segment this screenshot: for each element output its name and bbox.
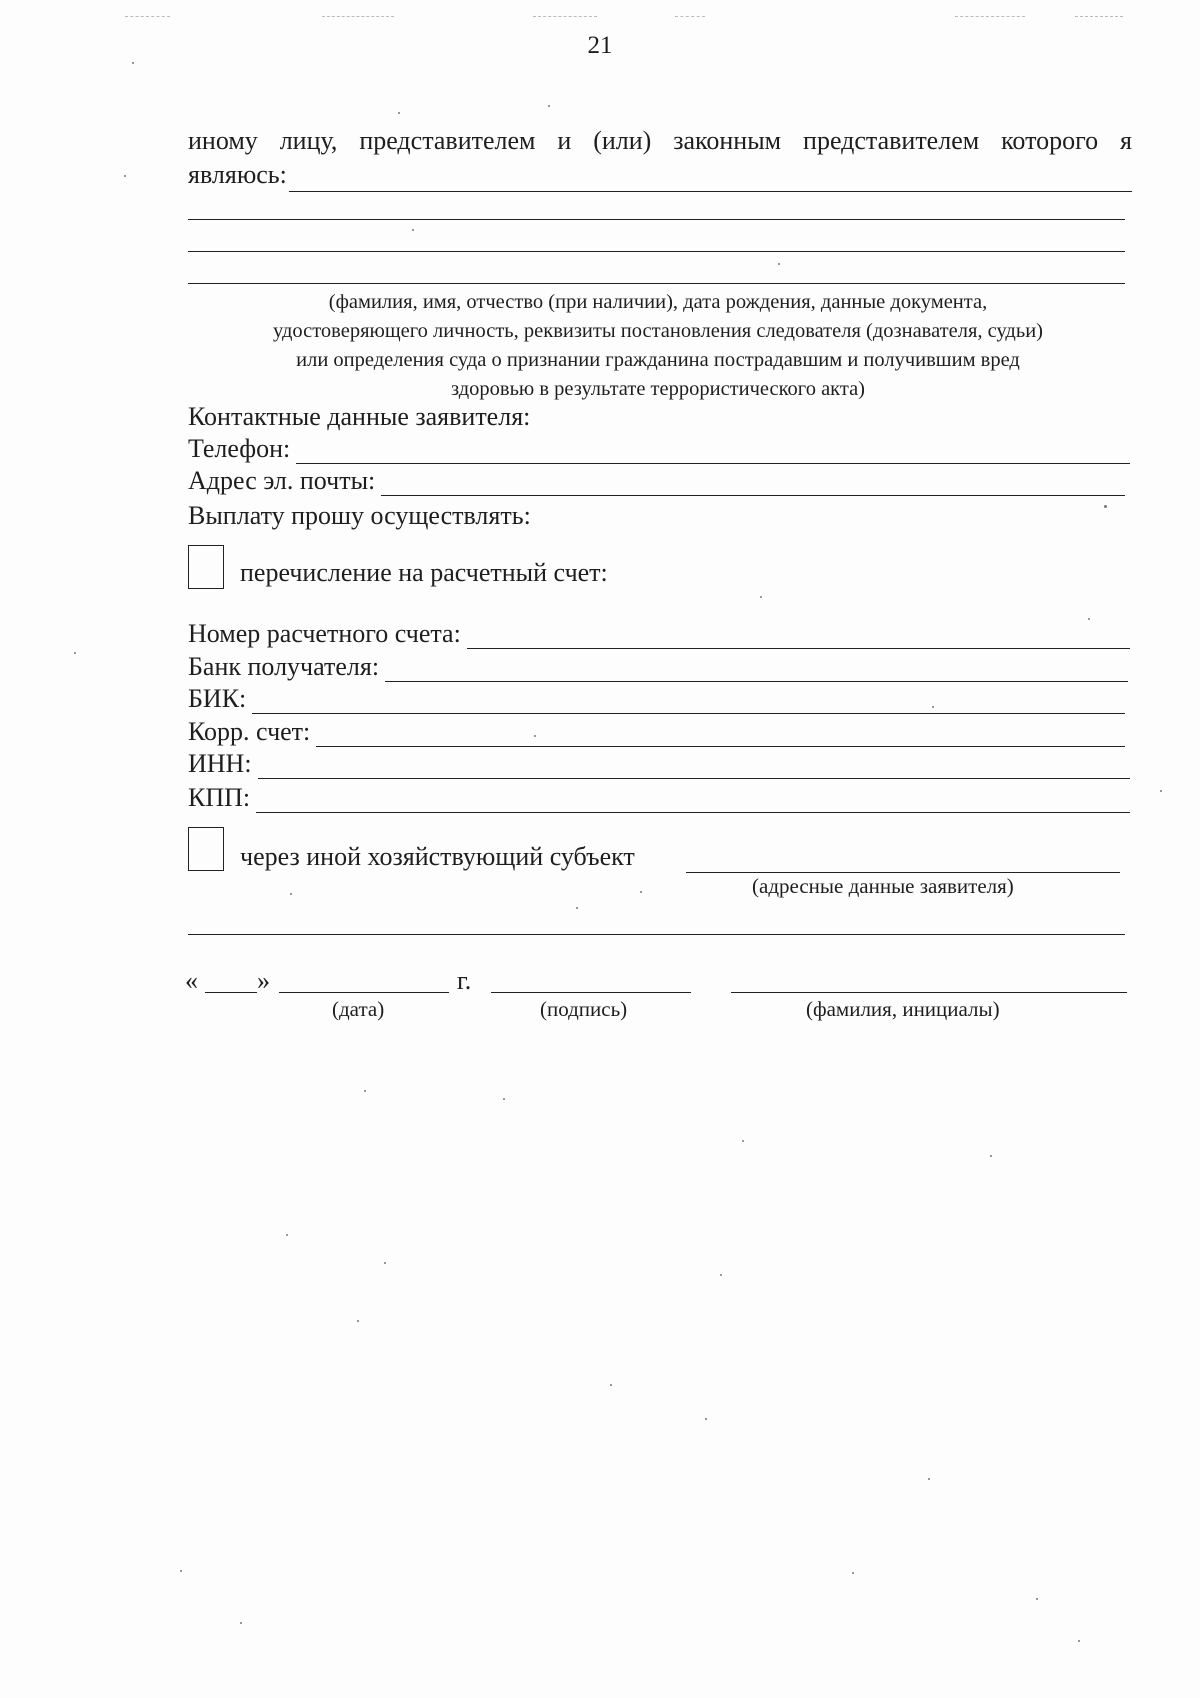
bank-label: Банк получателя: bbox=[188, 652, 380, 681]
scan-speck bbox=[74, 652, 76, 654]
representative-field[interactable] bbox=[289, 164, 1132, 192]
corr-account-row bbox=[188, 715, 1125, 747]
email-label: Адрес эл. почты: bbox=[188, 466, 376, 495]
other-entity-checkbox[interactable] bbox=[188, 827, 224, 871]
scan-speck bbox=[412, 229, 414, 231]
intro-word: и bbox=[557, 126, 572, 155]
scan-speck bbox=[364, 1090, 366, 1092]
intro-word: законным bbox=[673, 126, 782, 155]
date-open-quote: « bbox=[185, 966, 198, 995]
phone-field[interactable] bbox=[296, 438, 1130, 464]
bank-row bbox=[188, 650, 1128, 682]
phone-label: Телефон: bbox=[188, 434, 291, 463]
payment-heading: Выплату прошу осуществлять: bbox=[188, 501, 531, 530]
kpp-row bbox=[188, 781, 1130, 813]
scan-speck bbox=[132, 62, 134, 64]
date-field[interactable] bbox=[279, 992, 449, 993]
scan-speck bbox=[290, 893, 292, 895]
scan-speck bbox=[990, 1155, 992, 1157]
scan-speck bbox=[548, 105, 550, 107]
account-number-label: Номер расчетного счета: bbox=[188, 619, 461, 648]
inn-row bbox=[188, 747, 1130, 779]
bik-field[interactable] bbox=[252, 688, 1125, 714]
account-number-field[interactable] bbox=[467, 623, 1130, 649]
bank-field[interactable] bbox=[385, 656, 1128, 682]
date-close-quote: » bbox=[257, 966, 270, 995]
scan-speck bbox=[778, 263, 780, 265]
scan-speck bbox=[576, 907, 578, 909]
scan-artifact bbox=[533, 16, 597, 17]
date-caption: (дата) bbox=[332, 997, 385, 1021]
scan-speck bbox=[640, 891, 642, 893]
scan-speck bbox=[932, 706, 934, 708]
representative-field-line[interactable] bbox=[188, 283, 1125, 284]
scan-artifact bbox=[955, 16, 1025, 17]
kpp-label: КПП: bbox=[188, 783, 251, 812]
intro-word: я bbox=[1120, 126, 1132, 155]
scan-speck bbox=[384, 1262, 386, 1264]
page-number: 21 bbox=[587, 32, 613, 59]
scan-artifact bbox=[1075, 16, 1123, 17]
bik-row bbox=[188, 682, 1125, 714]
scan-speck bbox=[1036, 1598, 1038, 1600]
person-hint-line: удостоверяющего личность, реквизиты постановления следователя (дознавателя, судьи) bbox=[272, 320, 1043, 342]
account-number-row bbox=[188, 617, 1130, 649]
scan-speck bbox=[852, 1572, 854, 1574]
representative-field-line[interactable] bbox=[188, 251, 1125, 252]
scan-speck bbox=[1088, 618, 1090, 620]
contacts-heading: Контактные данные заявителя: bbox=[188, 402, 531, 431]
account-transfer-checkbox[interactable] bbox=[188, 545, 224, 589]
phone-row bbox=[188, 432, 1130, 464]
inn-label: ИНН: bbox=[188, 749, 252, 778]
scan-speck bbox=[357, 1320, 359, 1322]
person-hint-line: (фамилия, имя, отчество (при наличии), дата рождения, данные документа, bbox=[328, 291, 988, 313]
kpp-field[interactable] bbox=[256, 787, 1130, 813]
scan-speck bbox=[240, 1622, 242, 1624]
scan-speck bbox=[286, 1234, 288, 1236]
scan-speck bbox=[1160, 790, 1162, 792]
name-caption: (фамилия, инициалы) bbox=[806, 997, 1000, 1021]
address-hint: (адресные данные заявителя) bbox=[752, 874, 1014, 898]
intro-line bbox=[188, 124, 1132, 158]
scan-speck bbox=[503, 1098, 505, 1100]
signature-field[interactable] bbox=[491, 992, 691, 993]
scan-speck bbox=[705, 1418, 707, 1420]
intro-word: представителем bbox=[803, 126, 980, 155]
email-row bbox=[188, 464, 1125, 496]
intro-word: иному bbox=[188, 126, 258, 155]
address-field[interactable] bbox=[188, 934, 1125, 935]
scan-speck bbox=[760, 596, 762, 598]
account-transfer-label: перечисление на расчетный счет: bbox=[240, 558, 608, 587]
email-field[interactable] bbox=[381, 470, 1125, 496]
intro-paragraph bbox=[188, 124, 1132, 192]
bik-label: БИК: bbox=[188, 684, 247, 713]
intro-line bbox=[188, 158, 1132, 192]
signature-caption: (подпись) bbox=[540, 997, 628, 1021]
other-entity-field[interactable] bbox=[686, 872, 1120, 873]
scan-speck bbox=[1104, 505, 1107, 508]
scan-artifact bbox=[675, 16, 705, 17]
person-hint-line: здоровью в результате террористического акта) bbox=[451, 378, 865, 400]
other-entity-label: через иной хозяйствующий субъект bbox=[240, 842, 635, 871]
corr-account-field[interactable] bbox=[316, 721, 1125, 747]
inn-field[interactable] bbox=[258, 753, 1130, 779]
intro-word: лицу, bbox=[279, 126, 338, 155]
year-suffix: г. bbox=[457, 966, 472, 995]
scan-speck bbox=[720, 1274, 722, 1276]
full-name-field[interactable] bbox=[731, 992, 1127, 993]
scan-speck bbox=[534, 735, 536, 737]
representative-label: являюсь: bbox=[188, 160, 287, 189]
scan-speck bbox=[398, 112, 400, 114]
intro-word: (или) bbox=[593, 126, 652, 155]
scan-speck bbox=[180, 1570, 182, 1572]
person-hint-line: или определения суда о признании гражданина пострадавшим и получившим вред bbox=[296, 349, 1020, 371]
corr-account-label: Корр. счет: bbox=[188, 717, 311, 746]
day-field[interactable] bbox=[205, 992, 257, 993]
scan-artifact bbox=[125, 16, 170, 17]
scan-artifact bbox=[322, 16, 394, 17]
intro-word: представителем bbox=[359, 126, 536, 155]
scan-speck bbox=[928, 1478, 930, 1480]
scan-speck bbox=[124, 175, 126, 177]
intro-word: которого bbox=[1001, 126, 1099, 155]
scan-speck bbox=[1078, 1640, 1080, 1642]
scan-speck bbox=[742, 1140, 744, 1142]
representative-field-line[interactable] bbox=[188, 219, 1125, 220]
scan-speck bbox=[610, 1384, 612, 1386]
